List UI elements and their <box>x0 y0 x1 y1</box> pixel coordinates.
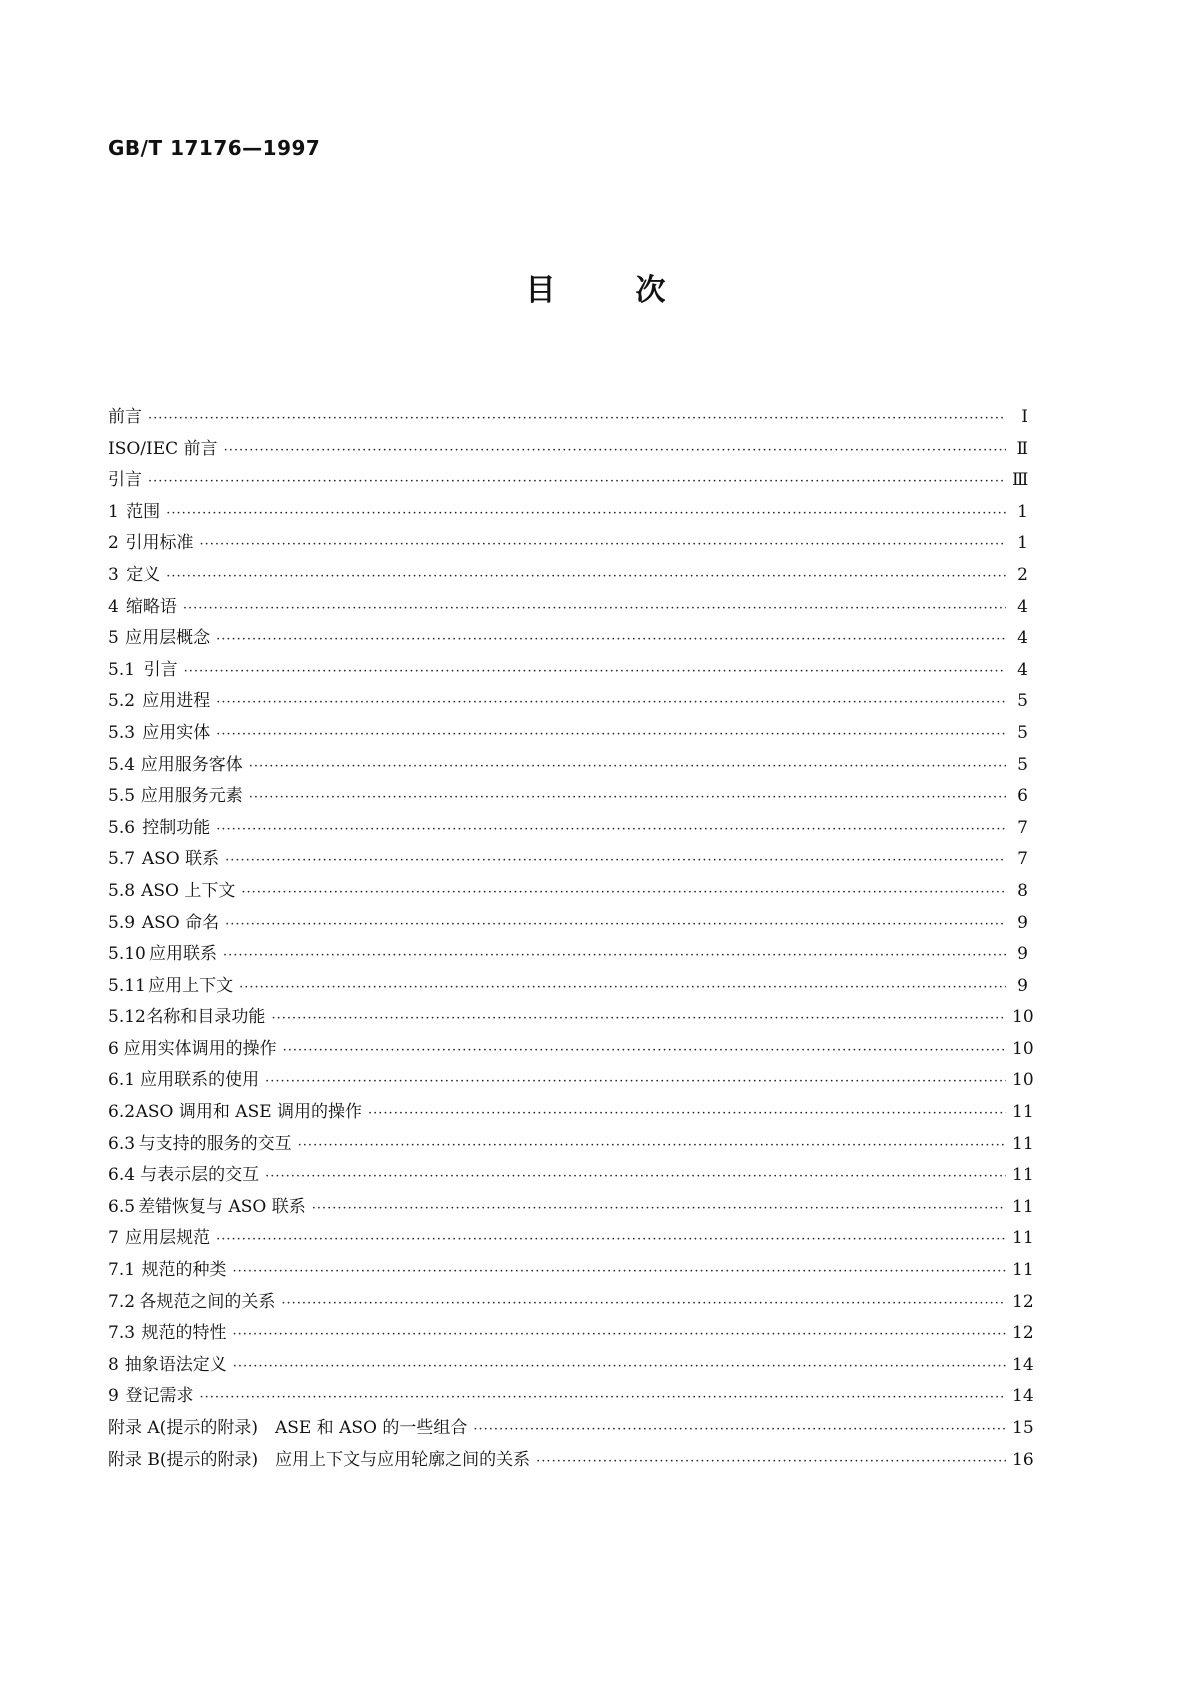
toc-entry-page: 16 <box>1012 1449 1034 1470</box>
toc-entry <box>108 971 1028 1003</box>
toc-title-char-1: 目 <box>525 273 556 308</box>
toc-entry-number: 5.12 <box>108 1007 146 1028</box>
toc-entry-number: 5.2 <box>108 691 136 712</box>
toc-entry-page: 1 <box>1017 501 1028 522</box>
toc-entry <box>108 718 1028 750</box>
toc-entry-label: 控制功能 <box>142 817 211 838</box>
toc-dot-leader <box>368 1106 1006 1121</box>
toc-entry <box>108 1160 1034 1192</box>
standard-number: GB/T 17176—1997 <box>108 136 321 160</box>
toc-dot-leader <box>281 1296 1006 1311</box>
toc-entry-label: 缩略语 <box>125 596 177 617</box>
toc-dot-leader <box>249 790 1006 805</box>
toc-entry <box>108 623 1028 655</box>
toc-entry-number: 6.3 <box>108 1133 136 1154</box>
toc-entry-label: 与支持的服务的交互 <box>138 1133 292 1154</box>
toc-entry <box>108 1318 1034 1350</box>
toc-dot-leader <box>232 1327 1006 1342</box>
toc-entry-label: 引用标准 <box>125 533 194 554</box>
toc-entry-label: 应用联系的使用 <box>140 1070 260 1091</box>
toc-entry <box>108 813 1028 845</box>
toc-entry-page: 11 <box>1012 1196 1034 1217</box>
toc-entry <box>108 560 1028 592</box>
toc-entry-page: 10 <box>1012 1007 1034 1028</box>
toc-entry-label: 应用服务元素 <box>140 786 243 807</box>
toc-dot-leader <box>241 885 1006 900</box>
toc-entry <box>108 1034 1034 1066</box>
toc-dot-leader <box>298 1138 1006 1153</box>
toc-entry-label: 名称和目录功能 <box>146 1007 266 1028</box>
toc-entry-number: 4 <box>108 596 119 617</box>
toc-entry-label: 附录 B(提示的附录) 应用上下文与应用轮廓之间的关系 <box>108 1449 531 1470</box>
toc-dot-leader <box>265 1074 1006 1089</box>
toc-entry-label: 范围 <box>126 501 161 522</box>
toc-title-char-2: 次 <box>635 273 666 308</box>
toc-entry-label: 与表示层的交互 <box>140 1165 260 1186</box>
toc-dot-leader <box>312 1201 1006 1216</box>
toc-entry <box>108 686 1028 718</box>
toc-entry-page: 9 <box>1017 975 1028 996</box>
toc-entry-number: 7 <box>108 1228 119 1249</box>
toc-entry <box>108 497 1028 529</box>
toc-entry <box>108 1097 1034 1129</box>
toc-entry-page: 9 <box>1017 912 1028 933</box>
toc-entry-page: 7 <box>1017 849 1028 870</box>
toc-entry-number: 5.3 <box>108 722 136 743</box>
toc-entry-page: 9 <box>1017 944 1028 965</box>
toc-entry-label: ASO 命名 <box>141 912 220 933</box>
toc-entry-label: 差错恢复与 ASO 联系 <box>138 1196 306 1217</box>
toc-entry-number: 5.1 <box>108 659 136 680</box>
toc-entry-label: 应用联系 <box>148 944 217 965</box>
toc-dot-leader <box>536 1454 1006 1469</box>
toc-entry-label: 规范的种类 <box>141 1260 227 1281</box>
toc-entry-label: 应用实体调用的操作 <box>123 1038 277 1059</box>
toc-entry-page: 4 <box>1017 596 1028 617</box>
toc-entry-page: 14 <box>1012 1354 1034 1375</box>
toc-entry <box>108 750 1028 782</box>
toc-entry-page: 12 <box>1012 1323 1034 1344</box>
toc-entry-label: 规范的特性 <box>141 1323 227 1344</box>
toc-entry-label: 定义 <box>126 564 161 585</box>
toc-entry-page: 11 <box>1012 1133 1034 1154</box>
toc-entry-number: 6 <box>108 1038 119 1059</box>
toc-entry-label: 前言 <box>108 407 142 427</box>
toc-entry <box>108 402 1028 434</box>
toc-dot-leader <box>216 1232 1006 1247</box>
toc-entry-label: 抽象语法定义 <box>124 1354 227 1375</box>
toc-entry-page: Ⅱ <box>1016 438 1028 459</box>
toc-dot-leader <box>166 506 1006 521</box>
toc-dot-leader <box>223 948 1006 963</box>
toc-entry-page: 4 <box>1017 628 1028 649</box>
toc-entry-number: 7.3 <box>108 1323 136 1344</box>
toc-dot-leader <box>473 1422 1006 1437</box>
toc-entry-label: ASO 调用和 ASE 调用的操作 <box>135 1102 363 1123</box>
toc-entry-page: 4 <box>1017 659 1028 680</box>
toc-entry-number: 7.2 <box>108 1291 136 1312</box>
toc-entry-number: 1 <box>108 501 119 522</box>
toc-dot-leader <box>199 1390 1006 1405</box>
toc-entry-number: 5.4 <box>108 754 136 775</box>
toc-entry-number: 5.9 <box>108 912 136 933</box>
toc-entry-label: 应用层规范 <box>125 1228 211 1249</box>
toc-entry <box>108 1381 1034 1413</box>
toc-entry-page: Ⅰ <box>1021 407 1028 427</box>
toc-entry-page: 11 <box>1012 1102 1034 1123</box>
toc-dot-leader <box>249 759 1006 774</box>
toc-entry-number: 6.2 <box>108 1102 136 1123</box>
toc-entry <box>108 465 1028 497</box>
toc-entry <box>108 908 1028 940</box>
toc-entry <box>108 1223 1034 1255</box>
toc-entry-page: 5 <box>1017 722 1028 743</box>
toc-entry-number: 5.11 <box>108 975 146 996</box>
toc-entry <box>108 939 1028 971</box>
toc-entry-label: ISO/IEC 前言 <box>108 438 218 459</box>
toc-entry <box>108 1192 1034 1224</box>
toc-entry-page: 5 <box>1017 691 1028 712</box>
toc-entry-label: 应用实体 <box>142 722 211 743</box>
toc-dot-leader <box>265 1169 1006 1184</box>
toc-entry-label: 附录 A(提示的附录) ASE 和 ASO 的一些组合 <box>108 1418 468 1438</box>
toc-entry-number: 9 <box>108 1386 119 1407</box>
toc-entry-page: 10 <box>1012 1070 1034 1091</box>
toc-entry <box>108 1413 1034 1445</box>
toc-dot-leader <box>283 1043 1006 1058</box>
toc-entry-number: 3 <box>108 564 119 585</box>
toc-entry <box>108 1350 1034 1382</box>
toc-entry-page: Ⅲ <box>1012 470 1029 491</box>
toc-entry-number: 8 <box>108 1354 119 1375</box>
toc-entry-page: 5 <box>1017 754 1028 775</box>
toc-entry-page: 1 <box>1017 533 1028 554</box>
toc-title <box>0 265 1191 309</box>
toc-dot-leader <box>216 632 1006 647</box>
toc-dot-leader <box>166 569 1006 584</box>
toc-entry-number: 7.1 <box>108 1260 136 1281</box>
toc-entry-number: 6.4 <box>108 1165 136 1186</box>
toc-entry <box>108 781 1028 813</box>
toc-dot-leader <box>224 443 1006 458</box>
toc-entry <box>108 1129 1034 1161</box>
toc-entry <box>108 1287 1034 1319</box>
toc-entry <box>108 1255 1034 1287</box>
toc-entry-page: 6 <box>1017 786 1028 807</box>
toc-dot-leader <box>148 411 1006 426</box>
toc-dot-leader <box>232 1264 1006 1279</box>
toc-entry <box>108 528 1028 560</box>
toc-entry <box>108 655 1028 687</box>
toc-entry-page: 15 <box>1012 1418 1034 1438</box>
toc-entry-label: ASO 上下文 <box>141 880 236 901</box>
toc-entry-number: 5.8 <box>108 880 136 901</box>
toc-entry-number: 5 <box>108 628 119 649</box>
toc-entry-label: 登记需求 <box>125 1386 194 1407</box>
toc-entry-number: 6.1 <box>108 1070 136 1091</box>
toc-entry-number: 5.10 <box>108 944 146 965</box>
toc-entry <box>108 844 1028 876</box>
toc-entry-page: 14 <box>1012 1386 1034 1407</box>
toc-entry-page: 10 <box>1012 1038 1034 1059</box>
toc-entry-label: 各规范之间的关系 <box>139 1291 276 1312</box>
toc-entry-page: 11 <box>1012 1260 1034 1281</box>
toc-entry-label: 引言 <box>108 470 142 491</box>
toc-dot-leader <box>225 853 1006 868</box>
toc-entry <box>108 434 1028 466</box>
toc-dot-leader <box>271 1011 1006 1026</box>
toc-entry-label: 应用上下文 <box>148 975 234 996</box>
toc-entry-number: 5.5 <box>108 786 136 807</box>
toc-dot-leader <box>239 980 1006 995</box>
toc-dot-leader <box>148 474 1006 489</box>
toc-entry-label: 应用服务客体 <box>140 754 243 775</box>
toc-entry-number: 2 <box>108 533 119 554</box>
toc-entry-page: 2 <box>1017 564 1028 585</box>
toc-entry <box>108 1002 1034 1034</box>
toc-dot-leader <box>233 1359 1006 1374</box>
toc-entry-label: 引言 <box>143 659 178 680</box>
toc-entry <box>108 592 1028 624</box>
table-of-contents <box>108 402 1034 1476</box>
toc-entry-page: 8 <box>1017 880 1028 901</box>
toc-entry-page: 7 <box>1017 817 1028 838</box>
toc-dot-leader <box>225 917 1006 932</box>
toc-entry <box>108 876 1028 908</box>
toc-entry-page: 12 <box>1012 1291 1034 1312</box>
toc-dot-leader <box>183 601 1006 616</box>
toc-entry-page: 11 <box>1012 1165 1034 1186</box>
toc-entry <box>108 1445 1034 1477</box>
toc-entry-page: 11 <box>1012 1228 1034 1249</box>
toc-dot-leader <box>199 537 1006 552</box>
toc-dot-leader <box>216 822 1006 837</box>
toc-dot-leader <box>216 695 1006 710</box>
toc-entry-label: ASO 联系 <box>141 849 220 870</box>
toc-entry <box>108 1065 1034 1097</box>
toc-entry-number: 6.5 <box>108 1196 136 1217</box>
toc-dot-leader <box>216 727 1006 742</box>
toc-entry-label: 应用进程 <box>142 691 211 712</box>
toc-entry-number: 5.6 <box>108 817 136 838</box>
toc-entry-number: 5.7 <box>108 849 136 870</box>
toc-dot-leader <box>184 664 1006 679</box>
toc-entry-label: 应用层概念 <box>125 628 211 649</box>
